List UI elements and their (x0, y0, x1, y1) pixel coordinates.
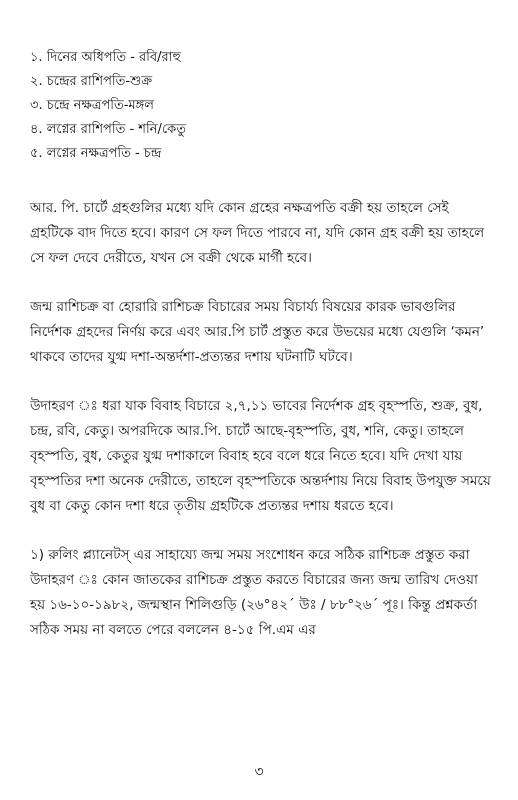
section-heading: ১) রুলিং প্ল্যানেটস্ এর সাহায্যে জন্ম সময় সংশোধন করে সঠিক রাশিচক্র প্রস্তুত করা (30, 547, 470, 563)
birth-example-paragraph: উদাহরণ ঃ কোন জাতকের রাশিচক্র প্রস্তুত করতে বিচারের জন্য জন্ম তারিখ দেওয়া হয় ১৬-১০-১৯৮২, জন্মস্থান শিলিগুড়ি (২৬°৪২´ উঃ / ৮৮°২৬´ পূঃ। কিন্তু প্রশ্নকর্তা সঠিক সময় না বলতে পেরে বললেন ৪-১৫ পি.এম এর (30, 572, 478, 638)
list-item: ২. চন্দ্রের রাশিপতি-শুক্র (30, 74, 153, 89)
marriage-example-paragraph: উদাহরণ ঃ ধরা যাক বিবাহ বিচারে ২,৭,১১ ভাবের নির্দেশক গ্রহ বৃহস্পতি, শুক্র, বুধ, চন্দ্র, রবি, কেতু। অপরদিকে আর.পি. চার্টে আছে-বৃহস্পতি, বুধ, শনি, কেতু। তাহলে বৃহস্পতি, বুধ, কেতুর যুগ্ম দশাকালে বিবাহ হবে বলে ধরে নিতে হবে। যদি দেখা যায় বৃহস্পতির দশা অনেক দেরীতে, তাহলে বৃহস্পতিকে অন্তর্দশায় নিয়ে বিবাহ উপযুক্ত সময়ে বুধ বা কেতু কোন দশা ধরে তৃতীয় গ্রহটিকে প্রত্যন্তর দশায় ধরতে হবে। (30, 398, 491, 514)
retrograde-paragraph: আর. পি. চার্টে গ্রহগুলির মধ্যে যদি কোন গ্রহের নক্ষত্রপতি বক্রী হয় তাহলে সেই গ্রহটিকে বাদ দিতে হবে। কারণ সে ফল দিতে পারবে না, যদি কোন গ্রহ বক্রী হয় তাহলে সে ফল দেবে দেরীতে, যখন সে বক্রী থেকে মার্গী হবে। (30, 200, 485, 266)
ruling-planets-list (30, 46, 496, 166)
list-item: ৩. চন্দ্রে নক্ষত্রপতি-মঙ্গল (30, 98, 154, 113)
list-item: ১. দিনের অধিপতি - রবি/রাহু (30, 50, 181, 65)
common-planets-paragraph: জন্ম রাশিচক্র বা হোরারি রাশিচক্র বিচারের সময় বিচার্য্য বিষয়ের কারক ভাবগুলির নির্দেশক গ্রহদের নির্ণয় করে এবং আর.পি চার্ট প্রস্তুত করে উভয়ের মধ্যে যেগুলি ‘কমন’ থাকবে তাদের যুগ্ম দশা-অন্তর্দশা-প্রত্যন্তর দশায় ঘটনাটি ঘটবে। (30, 299, 485, 365)
list-item: ৫. লগ্নের নক্ষত্রপতি - চন্দ্র (30, 146, 162, 161)
list-item: ৪. লগ্নের রাশিপতি - শনি/কেতু (30, 122, 186, 137)
page-number: ৩ (254, 764, 264, 780)
